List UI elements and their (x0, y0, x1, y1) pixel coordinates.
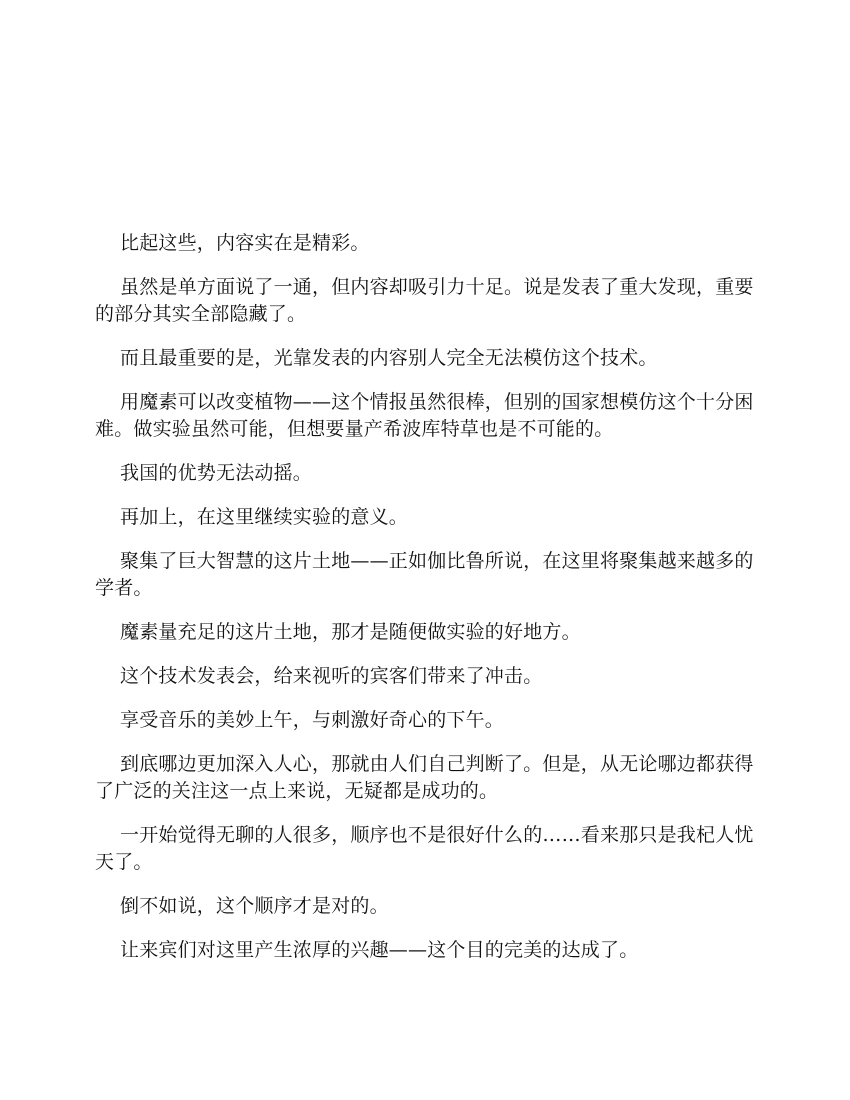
paragraph: 聚集了巨大智慧的这片土地——正如伽比鲁所说，在这里将聚集越来越多的学者。 (95, 550, 754, 599)
paragraph: 比起这些，内容实在是精彩。 (120, 232, 370, 254)
paragraph: 魔素量充足的这片土地，那才是随便做实验的好地方。 (120, 621, 581, 643)
paragraph: 而且最重要的是，光靠发表的内容别人完全无法模仿这个技术。 (120, 347, 658, 369)
paragraph: 让来宾们对这里产生浓厚的兴趣——这个目的完美的达成了。 (120, 939, 639, 961)
paragraph: 再加上，在这里继续实验的意义。 (120, 506, 409, 528)
paragraph: 虽然是单方面说了一通，但内容却吸引力十足。说是发表了重大发现，重要的部分其实全部隐藏了。 (95, 276, 754, 325)
paragraph: 倒不如说，这个顺序才是对的。 (120, 895, 389, 917)
paragraph: 我国的优势无法动摇。 (120, 462, 313, 484)
paragraph: 用魔素可以改变植物——这个情报虽然很棒，但别的国家想模仿这个十分困难。做实验虽然可能，但想要量产希波库特草也是不可能的。 (95, 391, 754, 440)
paragraph: 到底哪边更加深入人心，那就由人们自己判断了。但是，从无论哪边都获得了广泛的关注这一点上来说，无疑都是成功的。 (95, 753, 754, 802)
paragraph: 这个技术发表会，给来视听的宾客们带来了冲击。 (120, 665, 543, 687)
paragraph: 享受音乐的美妙上午，与刺激好奇心的下午。 (120, 709, 505, 731)
document-body (95, 230, 755, 981)
paragraph: 一开始觉得无聊的人很多，顺序也不是很好什么的……看来那只是我杞人忧天了。 (95, 824, 754, 873)
